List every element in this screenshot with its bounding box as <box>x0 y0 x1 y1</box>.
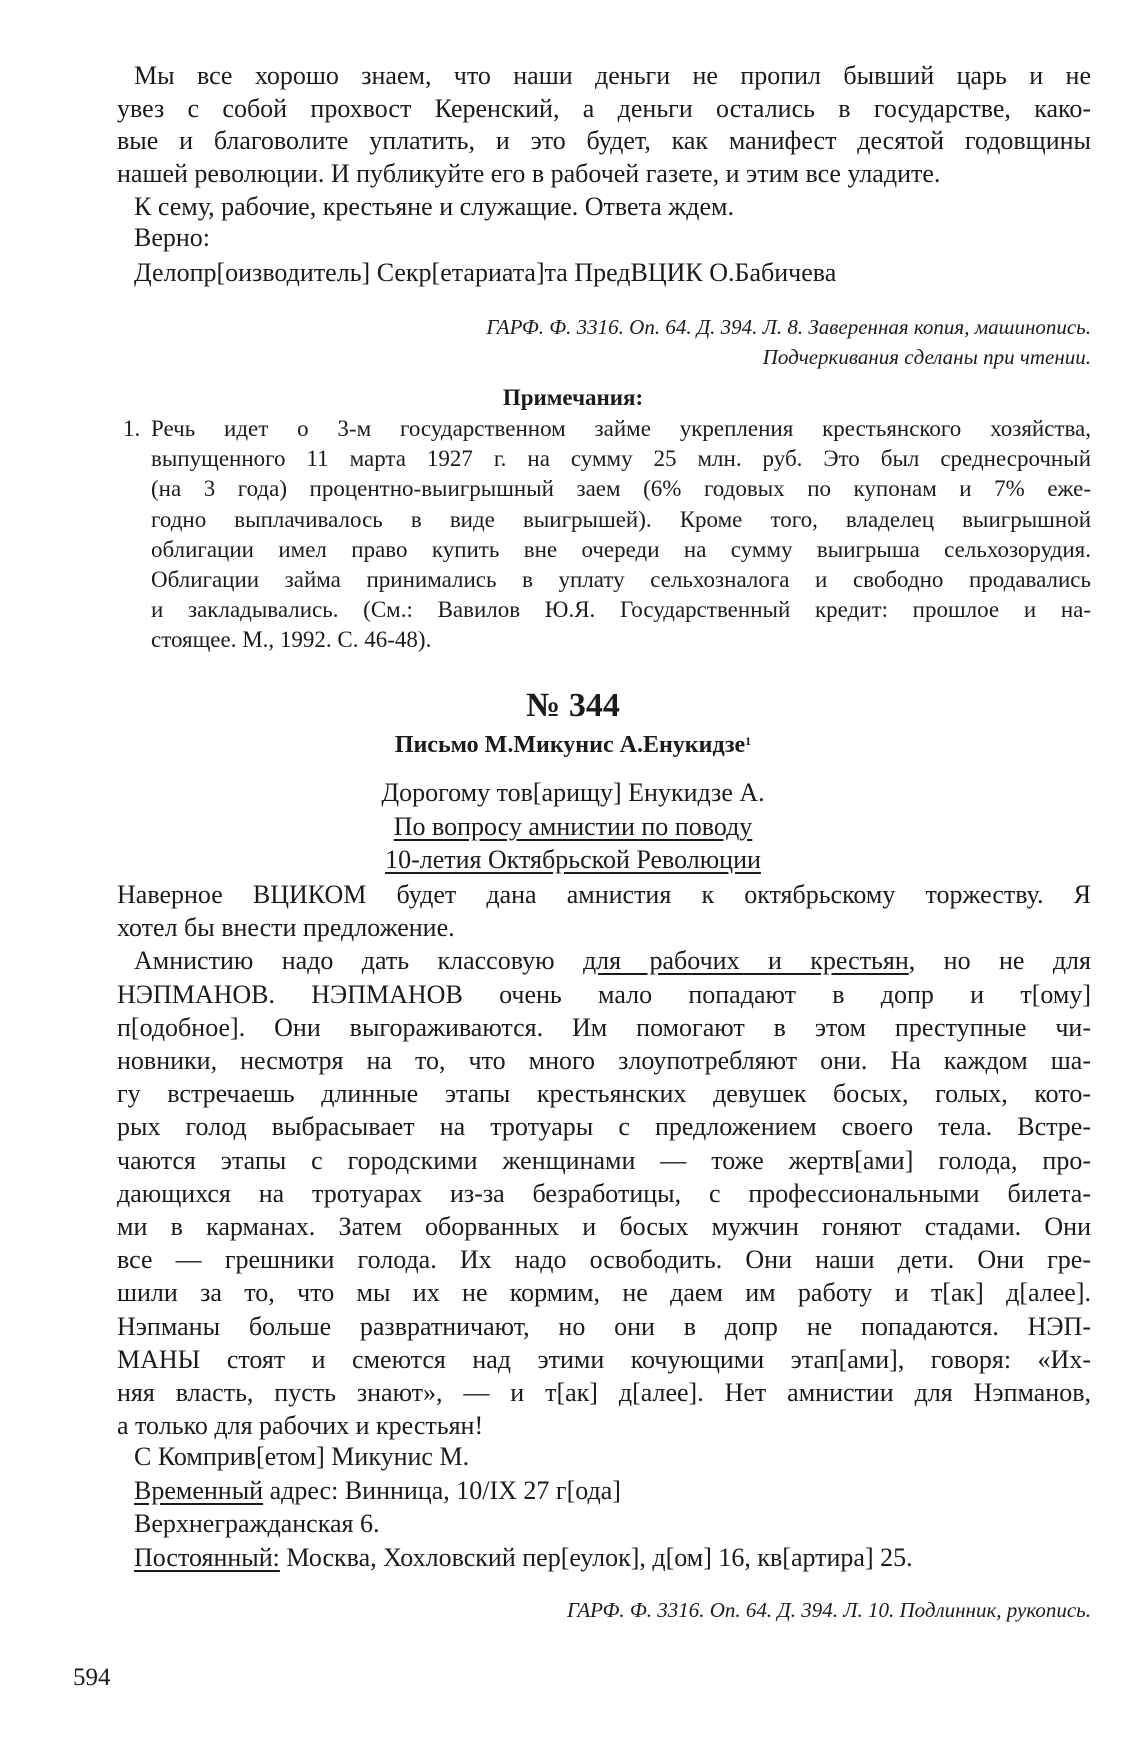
body-line: НЭПМАНОВ. НЭПМАНОВ очень мало попадают в допр и т[ому] <box>117 979 1091 1009</box>
note-line: выпущенного 11 марта 1927 г. на сумму 25 млн. руб. Это был среднесрочный <box>151 446 1091 472</box>
text-segment: Амнистию надо дать классовую <box>134 946 583 976</box>
paragraph-line: нашей революции. И публикуйте его в рабочей газете, и этим все уладите. <box>117 158 941 188</box>
body-line: Нэпманы больше развратничают, но они в допр не попадаются. НЭП- <box>117 1311 1091 1341</box>
text-segment: С Комприв[етом] Микунис М. <box>134 1442 470 1471</box>
signature-address-line <box>134 1441 469 1473</box>
underlined-text: Постоянный: <box>134 1543 280 1573</box>
source-citation: ГАРФ. Ф. 3316. Оп. 64. Д. 394. Л. 8. Заверенная копия, машинопись. <box>486 315 1091 339</box>
document-title <box>0 729 1146 761</box>
note-line: (на 3 года) процентно-выигрышный заем (6% годовых по купонам и 7% еже- <box>151 476 1091 502</box>
body-line: п[одобное]. Они выгораживаются. Им помогают в этом преступные чи- <box>117 1012 1091 1042</box>
body-line: ми в карманах. Затем оборванных и босых мужчин гоняют стадами. Они <box>117 1212 1091 1241</box>
body-line: МАНЫ стоят и смеются над этими кочующими этап[ами], говоря: «Их- <box>117 1344 1091 1374</box>
signature-address-line <box>134 1508 379 1540</box>
body-line: чаются этапы с городскими женщинами — тоже жертв[ами] голода, про- <box>117 1145 1091 1175</box>
closing-line: К сему, рабочие, крестьяне и служащие. Ответа ждем. <box>134 192 734 221</box>
body-line <box>134 945 1091 977</box>
addressee: Дорогому тов[арищу] Енукидзе А. <box>381 778 765 807</box>
paragraph-line: увез с собой прохвост Керенский, а деньги остались в государстве, како- <box>117 93 1091 123</box>
body-line: рых голод выбрасывает на тротуары с предложением своего тела. Встре- <box>117 1112 1091 1142</box>
footnote-marker: 1 <box>745 734 752 748</box>
subject-text: 10-летия Октябрьской Революции <box>385 845 761 874</box>
body-line: хотел бы внести предложение. <box>117 913 455 943</box>
underlined-text: для рабочих и крестьян <box>582 946 909 976</box>
subject-text: По вопросу амнистии по поводу <box>393 812 753 841</box>
note-line: годно выплачивалось в виде выигрышей). Кроме того, владелец выигрышной <box>151 506 1091 532</box>
signature-address-line <box>134 1542 913 1574</box>
note-line: Речь идет о 3-м государственном займе укрепления крестьянского хозяйства, <box>151 416 1091 441</box>
subject-line <box>0 844 1146 876</box>
source-citation: Подчеркивания сделаны при чтении. <box>762 345 1091 369</box>
signature-line: Делопр[оизводитель] Секр[етариата]та ПредВЦИК О.Бабичева <box>134 258 837 287</box>
text-segment: Верхнегражданская 6. <box>134 1509 380 1539</box>
signature-address-line <box>134 1475 621 1507</box>
verified-label: Верно: <box>134 223 211 252</box>
paragraph-line: вые и благоволите уплатить, и это будет, как манифест десятой годовщины <box>117 126 1091 155</box>
title-text: Письмо М.Микунис А.Енукидзе <box>394 732 746 758</box>
note-number: 1. <box>123 416 141 441</box>
source-citation: ГАРФ. Ф. 3316. Оп. 64. Д. 394. Л. 10. Подлинник, рукопись. <box>566 1598 1091 1622</box>
text-segment: адрес: Винница, 10/IX 27 г[ода] <box>263 1475 621 1505</box>
body-line: гу встречаешь длинные этапы крестьянских девушек босых, голых, кото- <box>117 1079 1091 1109</box>
paragraph-line: Мы все хорошо знаем, что наши деньги не пропил бывший царь и не <box>134 61 1091 90</box>
body-line: а только для рабочих и крестьян! <box>117 1411 484 1441</box>
note-line: Облигации займа принимались в уплату сельхозналога и свободно продавались <box>151 567 1091 592</box>
body-line: новники, несмотря на то, что много злоупотребляют они. На каждом ша- <box>117 1046 1091 1075</box>
body-line: няя власть, пусть знают», — и т[ак] д[алее]. Нет амнистии для Нэпманов, <box>117 1378 1091 1407</box>
underlined-text: Временный <box>134 1475 264 1505</box>
note-line: и закладывались. (См.: Вавилов Ю.Я. Государственный кредит: прошлое и на- <box>151 597 1091 623</box>
body-line: все — грешники голода. Их надо освободить. Они наши дети. Они гре- <box>117 1245 1091 1275</box>
note-line: облигации имел право купить вне очереди на сумму выигрыша сельхозорудия. <box>151 536 1091 562</box>
text-segment: , но не для <box>908 946 1091 976</box>
document-number: № 344 <box>526 687 620 724</box>
body-line: шили за то, что мы их не кормим, не даем им работу и т[ак] д[алее]. <box>117 1278 1091 1308</box>
text-segment: Москва, Хохловский пер[еулок], д[ом] 16, кв[артира] 25. <box>279 1543 913 1573</box>
body-line: дающихся на тротуарах из-за безработицы, с профессиональными билета- <box>117 1178 1091 1208</box>
page-number: 594 <box>73 1664 111 1691</box>
body-line: Наверное ВЦИКОМ будет дана амнистия к октябрьскому торжеству. Я <box>117 880 1091 909</box>
notes-heading: Примечания: <box>502 385 644 410</box>
subject-line <box>0 811 1146 843</box>
note-line: стоящее. М., 1992. С. 46-48). <box>151 627 432 653</box>
